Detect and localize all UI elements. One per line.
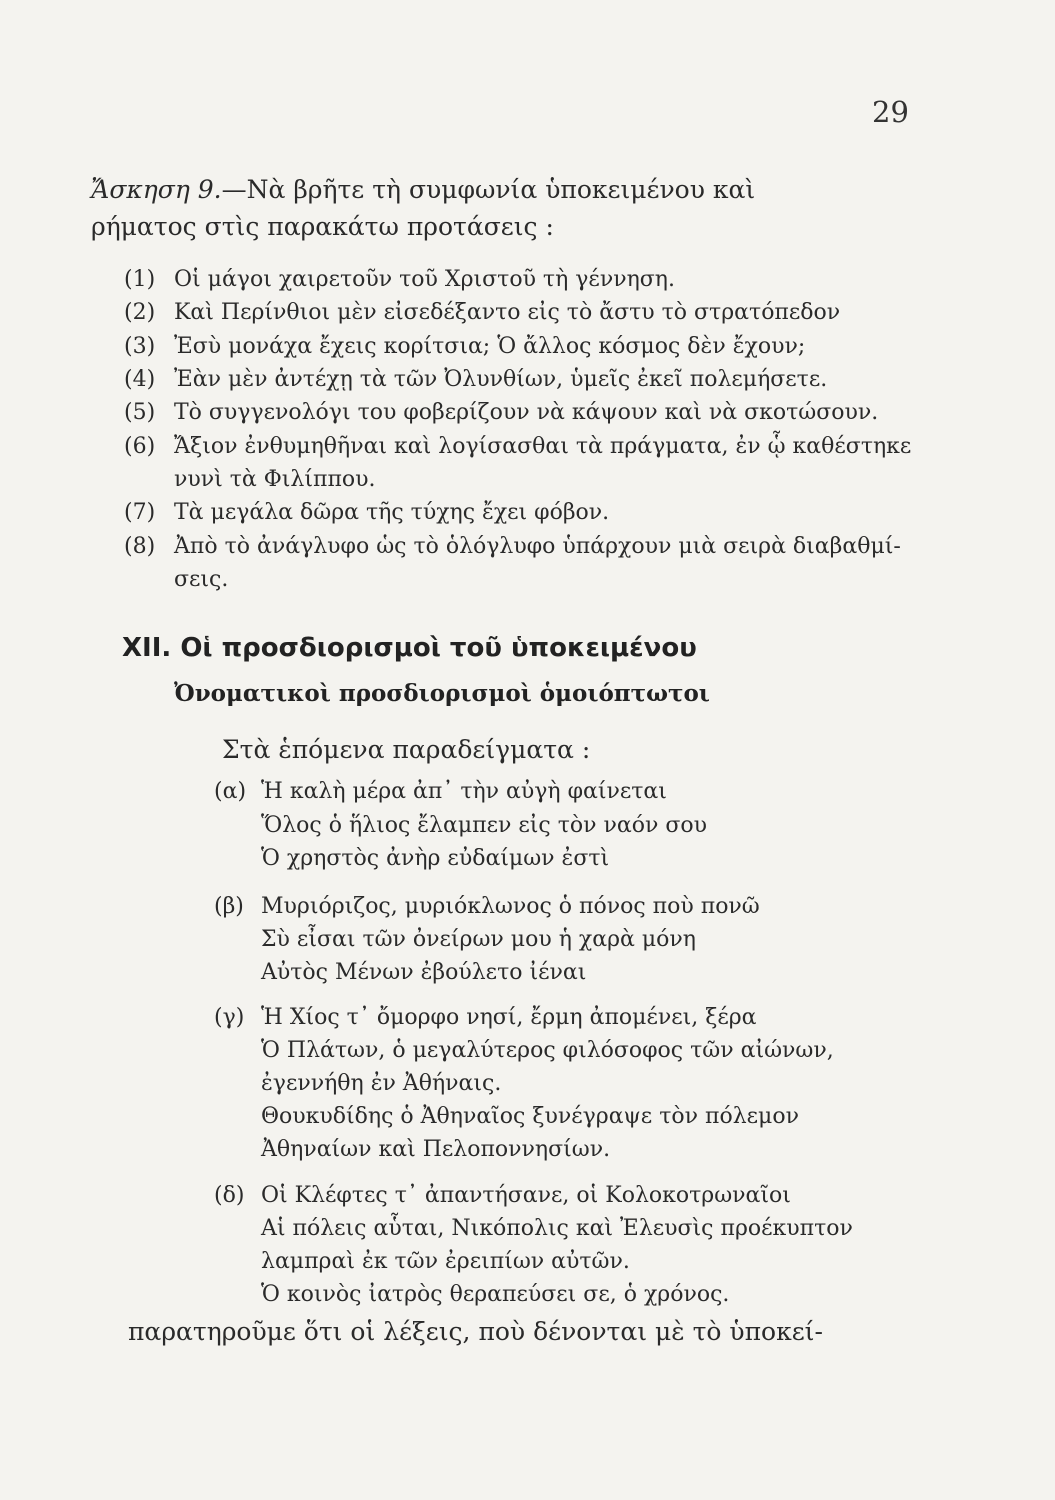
item-text-continued: νυνὶ τὰ Φιλίππου. — [174, 467, 376, 492]
example-label: (α) — [214, 779, 247, 804]
example-label: (γ) — [214, 1005, 245, 1030]
item-text: Καὶ Περίνθιοι μὲν εἰσεδέξαντο εἰς τὸ ἄστυ τὸ στρατόπεδον — [174, 300, 841, 325]
example-line: ἐγεννήθη ἐν Ἀθήναις. — [261, 1071, 502, 1096]
example-label: (δ) — [214, 1183, 245, 1208]
example-line: Θουκυδίδης ὁ Ἀθηναῖος ξυνέγραψε τὸν πόλεμον — [261, 1104, 799, 1129]
page-number: 29 — [872, 95, 909, 129]
item-number: (7) — [124, 500, 156, 525]
item-text: Τὸ συγγενολόγι του φοβερίζουν νὰ κάψουν καὶ νὰ σκοτώσουν. — [174, 400, 879, 425]
item-text-continued: σεις. — [174, 567, 229, 592]
example-line: Ἡ Χίος τ᾿ ὄμορφο νησί, ἔρμη ἀπομένει, ξέρα — [261, 1005, 757, 1030]
item-text: Ἀπὸ τὸ ἀνάγλυφο ὡς τὸ ὁλόγλυφο ὑπάρχουν μιὰ σειρὰ διαβαθμί- — [174, 534, 901, 559]
section-subheading: Ὀνοματικοὶ προσδιορισμοὶ ὁμοιόπτωτοι — [174, 680, 710, 707]
example-line: Αἱ πόλεις αὗται, Νικόπολις καὶ Ἐλευσὶς προέκυπτον — [261, 1216, 853, 1241]
item-text: Ἐὰν μὲν ἀντέχῃ τὰ τῶν Ὀλυνθίων, ὑμεῖς ἐκεῖ πολεμήσετε. — [174, 367, 828, 392]
item-number: (3) — [124, 334, 156, 359]
item-text: Ἄξιον ἐνθυμηθῆναι καὶ λογίσασθαι τὰ πράγματα, ἐν ᾧ καθέστηκε — [174, 434, 912, 459]
item-number: (1) — [124, 267, 156, 292]
example-line: Ἀθηναίων καὶ Πελοποννησίων. — [261, 1137, 611, 1162]
example-label: (β) — [214, 894, 244, 919]
item-text: Τὰ μεγάλα δῶρα τῆς τύχης ἔχει φόβον. — [174, 500, 610, 525]
item-number: (6) — [124, 434, 156, 459]
section-intro: Στὰ ἑπόμενα παραδείγματα : — [222, 735, 591, 764]
example-line: Οἱ Κλέφτες τ᾿ ἀπαντήσανε, οἱ Κολοκοτρωναῖοι — [261, 1183, 791, 1208]
example-line: Ἡ καλὴ μέρα ἀπ᾿ τὴν αὐγὴ φαίνεται — [261, 779, 667, 804]
closing-text: παρατηροῦμε ὅτι οἱ λέξεις, ποὺ δένονται μὲ τὸ ὑποκεί- — [128, 1317, 823, 1346]
example-line: Ὅλος ὁ ἥλιος ἔλαμπεν εἰς τὸν ναόν σου — [261, 813, 707, 838]
example-line: Αὐτὸς Μένων ἐβούλετο ἰέναι — [261, 960, 587, 985]
exercise-intro-text: —Νὰ βρῆτε τὴ συμφωνία ὑποκειμένου καὶ — [221, 175, 756, 204]
section-heading: XII. Οἱ προσδιορισμοὶ τοῦ ὑποκειμένου — [122, 633, 697, 663]
item-number: (8) — [124, 534, 156, 559]
item-text: Ἐσὺ μονάχα ἔχεις κορίτσια; Ὁ ἄλλος κόσμος δὲν ἔχουν; — [174, 334, 806, 359]
exercise-intro-line1 — [91, 176, 755, 204]
item-text: Οἱ μάγοι χαιρετοῦν τοῦ Χριστοῦ τὴ γέννηση. — [174, 267, 675, 292]
item-number: (4) — [124, 367, 156, 392]
exercise-intro-line2: ρήματος στὶς παρακάτω προτάσεις : — [91, 212, 554, 241]
example-line: Μυριόριζος, μυριόκλωνος ὁ πόνος ποὺ πονῶ — [261, 894, 760, 919]
item-number: (2) — [124, 300, 156, 325]
example-line: Σὺ εἶσαι τῶν ὀνείρων μου ἡ χαρὰ μόνη — [261, 927, 696, 952]
example-line: λαμπραὶ ἐκ τῶν ἐρειπίων αὐτῶν. — [261, 1249, 630, 1274]
example-line: Ὁ χρηστὸς ἀνὴρ εὐδαίμων ἐστὶ — [261, 846, 610, 871]
example-line: Ὁ Πλάτων, ὁ μεγαλύτερος φιλόσοφος τῶν αἰώνων, — [261, 1038, 834, 1063]
exercise-title: Ἄσκηση 9. — [91, 175, 222, 204]
item-number: (5) — [124, 400, 156, 425]
example-line: Ὁ κοινὸς ἰατρὸς θεραπεύσει σε, ὁ χρόνος. — [261, 1282, 730, 1307]
